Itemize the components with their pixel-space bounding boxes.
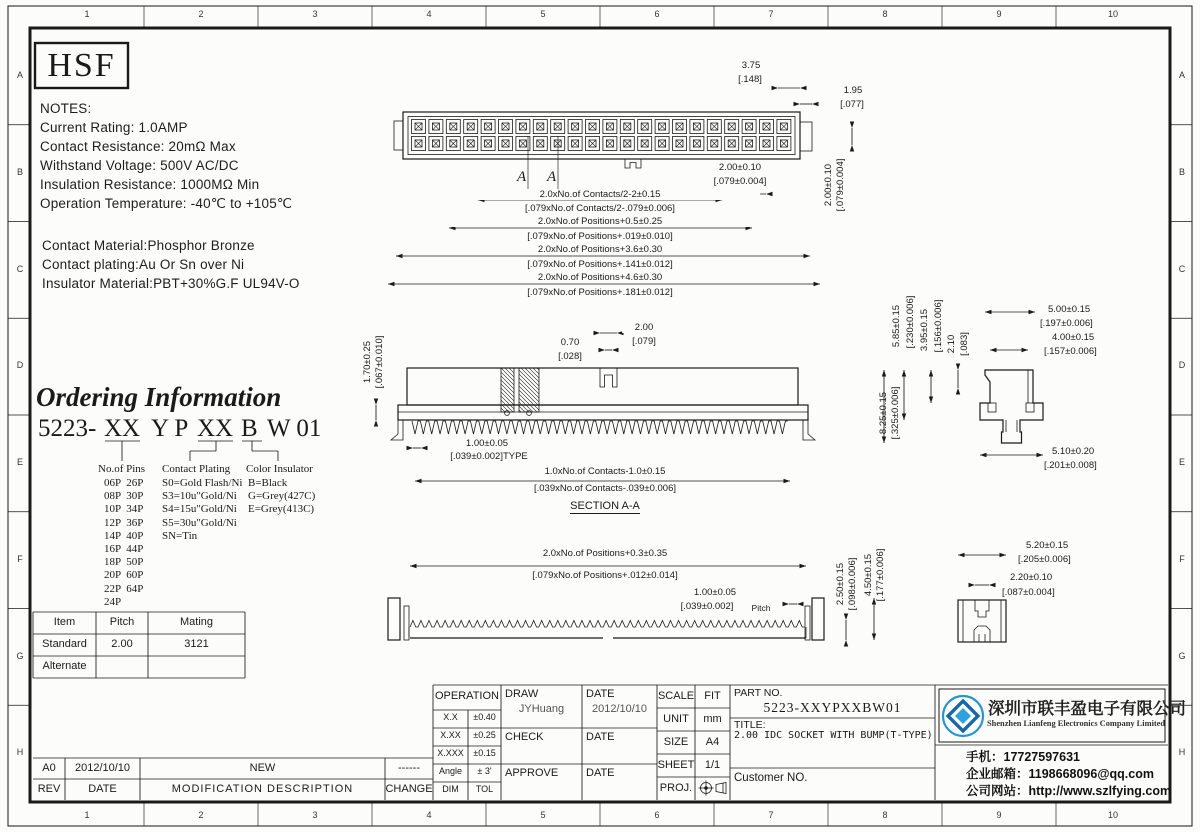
dim-2.00-slot: 2.00 xyxy=(622,322,666,333)
dim-4.00: 4.00±0.15 xyxy=(1052,332,1095,343)
dim-3.95-in xyxy=(933,291,945,361)
dim-2.50-mm: 2.50±0.15 xyxy=(835,562,846,606)
pins-item: 16P 44P xyxy=(104,543,144,556)
zone-number: 5 xyxy=(540,810,546,820)
dim-4.50-mm: 4.50±0.15 xyxy=(863,553,874,597)
dim-1.70-mm: 1.70±0.25 xyxy=(362,340,373,384)
zone-letter: D xyxy=(1178,360,1186,371)
zone-number: 3 xyxy=(312,810,318,820)
end-view xyxy=(958,600,1006,642)
operation-label: OPERATION xyxy=(435,690,499,702)
dim-positions-0.3: 2.0xNo.of Positions+0.3±0.35 xyxy=(455,548,755,559)
tol-cell: Angle xyxy=(438,766,463,776)
material-line: Insulator Material:PBT+30%G.F UL94V-O xyxy=(42,276,300,291)
zone-letter: E xyxy=(16,457,23,467)
mating-header-mating: Mating xyxy=(179,616,214,628)
tol-cell: ±0.25 xyxy=(473,730,496,740)
dim-5.85 xyxy=(891,291,903,361)
zone-number: 3 xyxy=(312,9,318,19)
part-seg-yp: Y P xyxy=(151,415,189,442)
dim-positions-4.6: 2.0xNo.of Positions+4.6±0.30 xyxy=(440,272,760,283)
colors-item: B=Black xyxy=(248,477,288,489)
dim-2.10-in xyxy=(959,309,971,379)
dim-1.95: 1.95 xyxy=(830,85,876,96)
dim-2.00-pitch-in: [.079±0.004] xyxy=(694,176,786,187)
zone-letter: A xyxy=(1178,70,1185,80)
note-line: Insulation Resistance: 1000MΩ Min xyxy=(40,177,260,192)
pins-item: 24P xyxy=(104,595,122,608)
draw-label: DRAW xyxy=(505,688,539,700)
zone-number: 6 xyxy=(654,810,660,820)
unit-label: UNIT xyxy=(663,713,689,725)
zone-letter: E xyxy=(1178,457,1185,467)
zone-number: 6 xyxy=(654,9,660,19)
dim-4.00-in: [.157±0.006] xyxy=(1044,346,1097,357)
dim-positions-3.6-in: [.079xNo.of Positions+.141±0.012] xyxy=(440,259,760,270)
dim-row-pitch-in: [.079±0.004] xyxy=(835,158,846,212)
tol-cell: ±0.15 xyxy=(473,748,496,758)
plating-item: S3=10u"Gold/Ni xyxy=(162,490,237,503)
sheet-label: SHEET xyxy=(657,759,695,771)
section-caption-text: SECTION A-A xyxy=(570,500,640,512)
title-value: 2.00 IDC SOCKET WITH BUMP(T-TYPE) xyxy=(734,730,933,741)
dim-contacts-minus-in: [.039xNo.of Contacts-.039±0.006] xyxy=(455,483,755,494)
dim-row-pitch-mm: 2.00±0.10 xyxy=(823,163,834,207)
tol-cell: DIM xyxy=(442,784,459,794)
dim-1.95-in: [.077] xyxy=(824,99,880,110)
company-name-en: Shenzhen Lianfeng Electronics Company Limited xyxy=(987,719,1166,728)
dim-2.50-in: [.098±0.006] xyxy=(847,557,858,611)
plating-header: Contact Plating xyxy=(162,463,231,475)
zone-letter: D xyxy=(16,360,24,371)
dim-positions-3.6: 2.0xNo.of Positions+3.6±0.30 xyxy=(440,244,760,255)
company-name-cn: 深圳市联丰盈电子有限公司 xyxy=(988,700,1186,718)
plating-item: SN=Tin xyxy=(162,529,198,542)
side-view xyxy=(980,370,1043,443)
size-value: A4 xyxy=(705,736,720,748)
pins-item: 08P 30P xyxy=(104,490,144,503)
tol-cell: ±0.40 xyxy=(473,712,496,722)
dim-3.95 xyxy=(919,295,931,365)
mating-cell: 2.00 xyxy=(111,638,133,650)
pins-item: 14P 40P xyxy=(104,529,144,542)
company-phone: 手机：17727597631 xyxy=(966,750,1080,764)
dim-positions-4.6-in: [.079xNo.of Positions+.181±0.012] xyxy=(440,287,760,298)
rev-h: MODIFICATION DESCRIPTION xyxy=(171,783,354,795)
size-label: SIZE xyxy=(663,736,689,748)
dim-5.00: 5.00±0.15 xyxy=(1048,304,1091,315)
company-website: 公司网站：http://www.szlfying.com xyxy=(966,784,1172,798)
note-line: Withstand Voltage: 500V AC/DC xyxy=(40,158,239,173)
dim-2.00-slot-in: [.079] xyxy=(616,336,672,347)
ordering-title: Ordering Information xyxy=(36,382,282,412)
note-line: Operation Temperature: -40℃ to +105℃ xyxy=(40,196,293,211)
section-view xyxy=(391,366,815,440)
dim-2.20-in: [.087±0.004] xyxy=(1002,587,1055,598)
colors-list xyxy=(248,477,315,517)
zone-number: 1 xyxy=(84,810,90,820)
zone-letter: G xyxy=(16,650,24,661)
part-seg-pins: XX xyxy=(104,415,141,442)
part-no-value: 5223-XXYPXXBW01 xyxy=(763,700,902,715)
zone-number: 8 xyxy=(882,810,888,820)
zone-letter: B xyxy=(16,166,23,177)
scale-label: SCALE xyxy=(657,690,695,702)
dim-2.10 xyxy=(946,309,958,379)
dim-2.20: 2.20±0.10 xyxy=(1010,572,1053,583)
dim-3.95-mm: 3.95±0.15 xyxy=(919,308,930,352)
part-seg-color: B xyxy=(241,415,258,442)
date-label: DATE xyxy=(586,688,615,700)
rev-change: ------ xyxy=(398,762,420,774)
zone-letter: G xyxy=(1178,650,1186,661)
pins-list xyxy=(104,477,143,609)
unit-value: mm xyxy=(703,713,722,725)
dim-8.25 xyxy=(877,375,903,451)
scale-value: FIT xyxy=(704,690,721,702)
colors-item: E=Grey(413C) xyxy=(248,503,315,516)
pitch-label: Pitch xyxy=(744,603,778,614)
zone-letter: C xyxy=(1178,263,1186,274)
plating-item: S0=Gold Flash/Ni xyxy=(162,477,243,489)
zone-number: 9 xyxy=(996,9,1002,19)
plating-list xyxy=(162,477,242,543)
sheet-value: 1/1 xyxy=(704,759,721,771)
customer-no-label: Customer NO. xyxy=(734,772,808,784)
colors-item: G=Grey(427C) xyxy=(248,490,316,503)
notes-title: NOTES: xyxy=(40,101,92,116)
section-caption xyxy=(553,501,657,512)
dim-5.20-in: [.205±0.006] xyxy=(1018,554,1071,565)
company-email: 企业邮箱：1198668096@qq.com xyxy=(966,767,1154,781)
rev-value: A0 xyxy=(42,762,56,774)
dim-2.00-pitch: 2.00±0.10 xyxy=(700,162,780,173)
dim-positions-0.5-in: [.079xNo.of Positions+.019±0.010] xyxy=(440,231,760,242)
ordering-leaders xyxy=(105,441,278,461)
zone-number: 5 xyxy=(540,9,546,19)
dim-8.25-mm: 8.25±0.15 xyxy=(878,391,889,435)
pins-item: 06P 26P xyxy=(104,477,144,489)
date-label: DATE xyxy=(586,731,615,743)
pins-header: No.of Pins xyxy=(98,463,146,475)
zone-number: 4 xyxy=(426,810,432,820)
rev-h: DATE xyxy=(88,783,117,795)
mating-header-pitch: Pitch xyxy=(109,616,135,628)
zone-letter: F xyxy=(17,553,23,564)
note-line: Contact Resistance: 20mΩ Max xyxy=(40,139,236,154)
dim-1.70-in: [.067±0.010] xyxy=(374,335,385,389)
dim-4.50-in: [.177±0.006] xyxy=(875,548,886,602)
zone-number: 7 xyxy=(768,9,774,19)
draw-date: 2012/10/10 xyxy=(591,703,648,715)
dim-contacts-span: 2.0xNo.of Contacts/2-2±0.15 xyxy=(440,189,760,200)
tol-cell: ± 3' xyxy=(477,766,492,776)
dim-contacts-minus: 1.0xNo.of Contacts-1.0±0.15 xyxy=(460,466,750,477)
dim-1.00-type-in: [.039±0.002]TYPE xyxy=(436,451,542,462)
dim-0.70-in: [.028] xyxy=(542,351,598,362)
dim-4.50 xyxy=(862,536,888,614)
dim-5.00-in: [.197±0.006] xyxy=(1040,318,1093,329)
dim-positions-0.5: 2.0xNo.of Positions+0.5±0.25 xyxy=(440,216,760,227)
rev-h: CHANGE xyxy=(385,783,433,795)
note-line: Current Rating: 1.0AMP xyxy=(40,120,188,135)
title-label: TITLE: xyxy=(734,719,766,731)
plating-item: S4=15u"Gold/Ni xyxy=(162,503,237,516)
pins-item: 20P 60P xyxy=(104,569,144,582)
mating-header-item: Item xyxy=(53,616,76,628)
part-seg-suffix: W 01 xyxy=(267,415,322,442)
section-mark-a: A xyxy=(517,169,527,185)
mating-cell: Standard xyxy=(42,638,87,650)
dim-5.85-mm: 5.85±0.15 xyxy=(891,304,902,348)
dim-1.70 xyxy=(361,326,387,398)
check-label: CHECK xyxy=(505,731,544,743)
dim-5.10-in: [.201±0.008] xyxy=(1044,460,1097,471)
dim-5.20: 5.20±0.15 xyxy=(1026,540,1069,551)
dim-1.00-type: 1.00±0.05 xyxy=(450,438,524,449)
tol-cell: TOL xyxy=(475,784,494,794)
dim-2.50 xyxy=(834,545,860,623)
zone-letter: A xyxy=(16,70,23,80)
zone-number: 2 xyxy=(198,9,204,19)
pins-item: 12P 36P xyxy=(104,516,144,529)
dim-5.10: 5.10±0.20 xyxy=(1052,446,1095,457)
zone-number: 4 xyxy=(426,9,432,19)
material-line: Contact Material:Phosphor Bronze xyxy=(42,238,255,253)
dim-2.10-mm: 2.10 xyxy=(946,334,957,354)
pins-item: 10P 34P xyxy=(104,503,144,516)
mating-cell: Alternate xyxy=(42,660,87,672)
part-prefix: 5223- xyxy=(38,415,97,442)
company-logo-icon xyxy=(943,696,983,736)
tol-cell: X.XXX xyxy=(437,748,464,758)
date-label: DATE xyxy=(586,767,615,779)
dim-3.75-in: [.148] xyxy=(722,74,778,85)
proj-label: PROJ. xyxy=(659,782,693,794)
zone-letter: C xyxy=(16,263,24,274)
rev-h: REV xyxy=(37,783,61,795)
dim-0.70: 0.70 xyxy=(548,337,592,348)
color-header: Color Insulator xyxy=(246,463,313,475)
approve-label: APPROVE xyxy=(505,767,559,779)
zone-letter: H xyxy=(16,747,24,758)
zone-number: 9 xyxy=(996,810,1002,820)
part-seg-plating: XX xyxy=(197,415,234,442)
zone-number: 8 xyxy=(882,9,888,19)
pins-item: 18P 50P xyxy=(104,556,144,569)
dim-3.95-in-text: [.156±0.006] xyxy=(933,299,944,353)
zone-letter: F xyxy=(1179,553,1185,564)
dim-row-pitch xyxy=(822,150,848,220)
material-line: Contact plating:Au Or Sn over Ni xyxy=(42,257,245,272)
rev-desc: NEW xyxy=(249,762,276,774)
dim-contacts-span-in: [.079xNo.of Contacts/2-.079±0.006] xyxy=(440,203,760,214)
dim-1.00-pitch: 1.00±0.05 xyxy=(684,587,746,598)
dim-3.75: 3.75 xyxy=(728,60,774,71)
pins-item: 22P 64P xyxy=(104,582,144,595)
draw-name: JYHuang xyxy=(518,703,565,715)
mating-cell: 3121 xyxy=(184,638,209,650)
part-no-label: PART NO. xyxy=(734,687,783,699)
zone-number: 10 xyxy=(1107,9,1118,19)
rev-date: 2012/10/10 xyxy=(74,762,131,774)
dim-5.85-in xyxy=(905,287,917,357)
zone-number: 7 xyxy=(768,810,774,820)
tol-cell: X.XX xyxy=(440,730,461,740)
projection-symbol-icon xyxy=(699,781,727,796)
zone-number: 10 xyxy=(1107,810,1118,820)
dim-positions-0.3-in: [.079xNo.of Positions+.012±0.014] xyxy=(450,570,760,581)
dim-2.10-in-text: [.083] xyxy=(959,332,970,356)
hsf-logo-text: HSF xyxy=(47,47,116,84)
dim-5.85-in-text: [.230±0.006] xyxy=(905,295,916,349)
zone-number: 1 xyxy=(84,9,90,19)
zone-letter: B xyxy=(1178,166,1185,177)
dim-8.25-in: [.325±0.006] xyxy=(890,386,901,440)
section-mark-a: A xyxy=(547,169,557,185)
plating-item: S5=30u"Gold/Ni xyxy=(162,516,237,529)
tol-cell: X.X xyxy=(443,712,458,722)
zone-letter: H xyxy=(1178,747,1186,758)
dim-1.00-pitch-in: [.039±0.002] xyxy=(668,601,746,612)
zone-number: 2 xyxy=(198,810,204,820)
